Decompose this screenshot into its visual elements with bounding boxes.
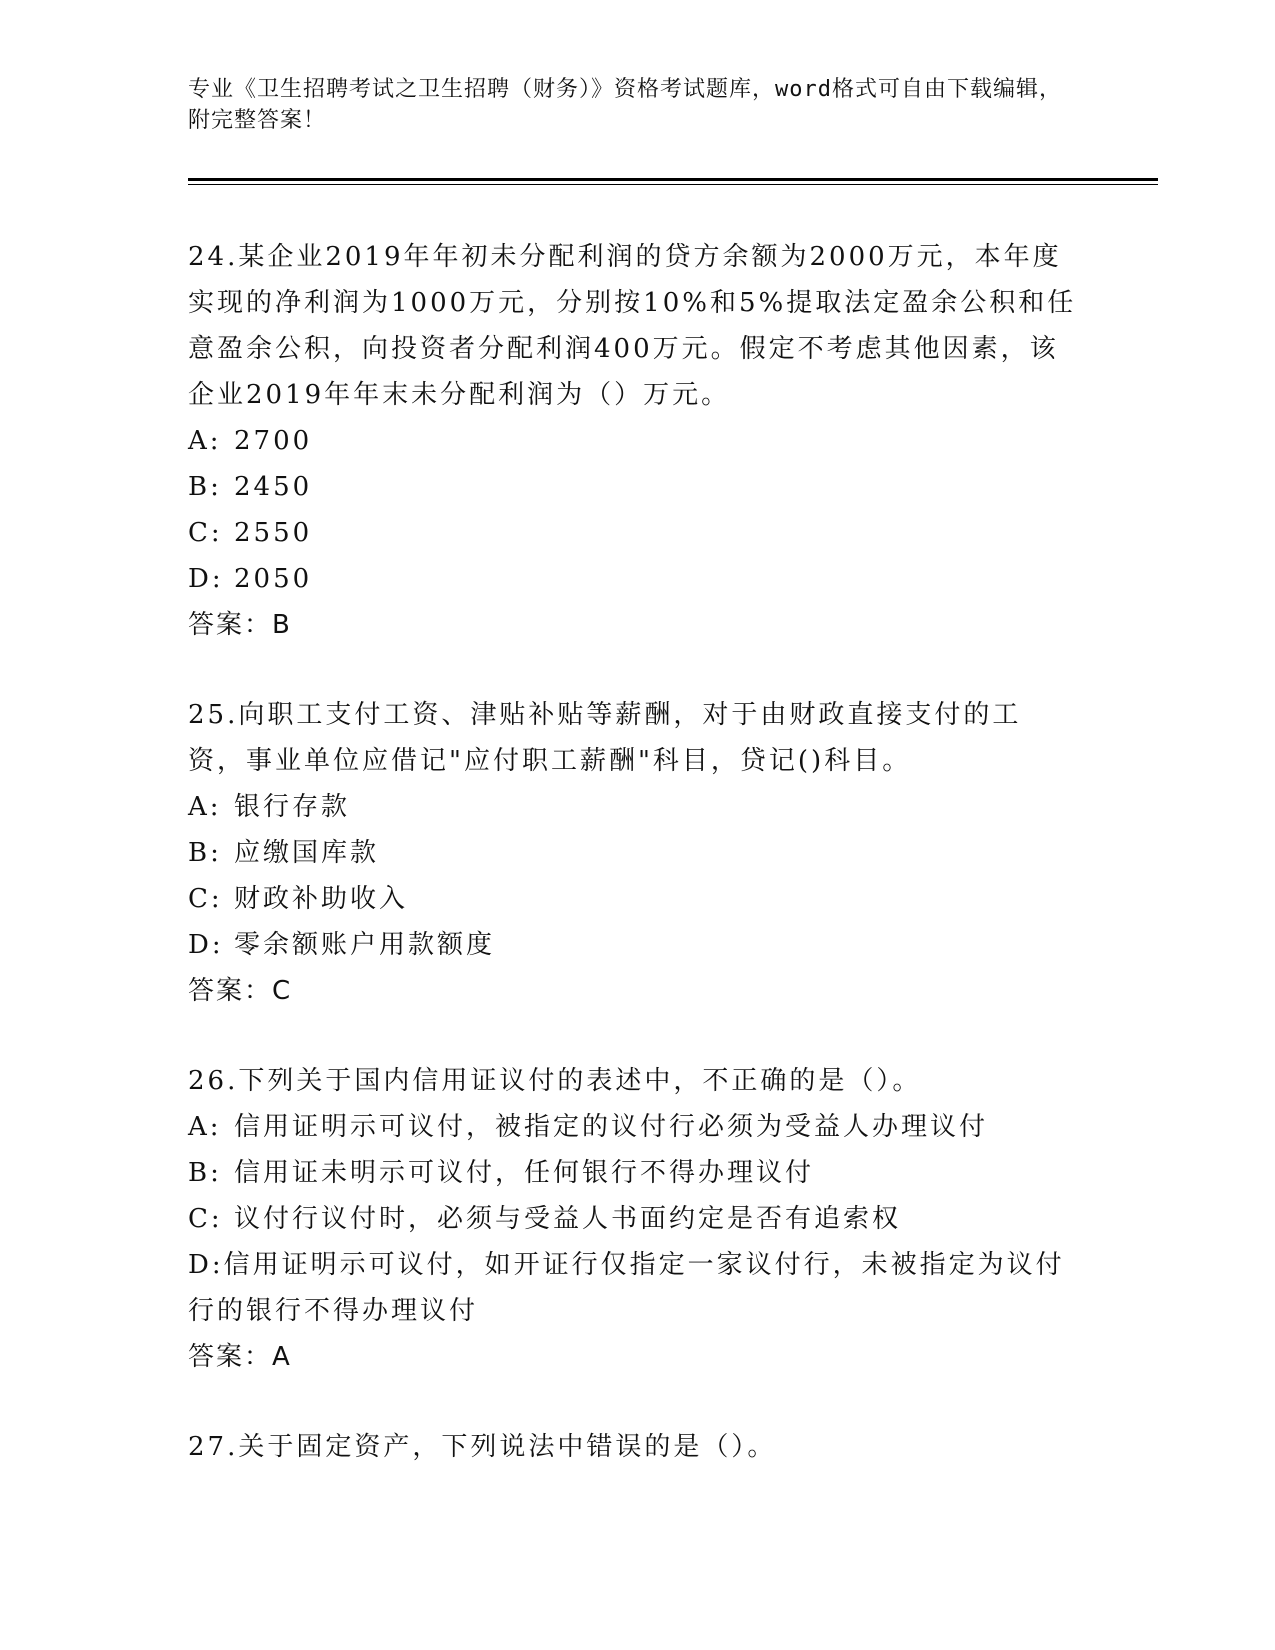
option-key: C:	[188, 518, 223, 548]
option-a	[188, 1104, 1078, 1150]
option-text: 2450	[234, 472, 313, 502]
option-b	[188, 830, 1078, 876]
option-key: B:	[188, 1158, 222, 1188]
option-c	[188, 510, 1078, 556]
question-stem: 26.下列关于国内信用证议付的表述中，不正确的是（）。	[188, 1066, 922, 1096]
option-c	[188, 1196, 1078, 1242]
option-d	[188, 1242, 1078, 1334]
option-text: 信用证未明示可议付，任何银行不得办理议付	[234, 1158, 815, 1188]
question-27	[188, 1424, 1078, 1470]
option-b	[188, 464, 1078, 510]
option-key: C:	[188, 884, 223, 914]
option-key: A:	[188, 792, 222, 822]
option-text: 应缴国库款	[234, 838, 380, 868]
answer-line: 答案：B	[188, 610, 292, 640]
option-text: 信用证明示可议付，被指定的议付行必须为受益人办理议付	[234, 1112, 989, 1142]
option-text: 2700	[234, 426, 313, 456]
option-key: D:	[188, 1250, 224, 1280]
answer-line: 答案：C	[188, 976, 293, 1006]
option-text: 财政补助收入	[234, 884, 409, 914]
question-stem: 27.关于固定资产，下列说法中错误的是（）。	[188, 1432, 777, 1462]
header-divider-thin	[188, 184, 1158, 185]
option-d	[188, 922, 1078, 968]
question-stem: 24.某企业2019年年初未分配利润的贷方余额为2000万元，本年度实现的净利润为1000万元，分别按10%和5%提取法定盈余公积和任意盈余公积，向投资者分配利润400万元。假定不考虑其他因素，该企业2019年年末未分配利润为（）万元。	[188, 242, 1077, 410]
question-26	[188, 1058, 1078, 1380]
option-text: 银行存款	[234, 792, 351, 822]
option-key: D:	[188, 564, 224, 594]
document-intro: 专业《卫生招聘考试之卫生招聘（财务）》资格考试题库，word格式可自由下载编辑，附完整答案！	[188, 77, 1062, 133]
question-stem: 25.向职工支付工资、津贴补贴等薪酬，对于由财政直接支付的工资，事业单位应借记"应付职工薪酬"科目，贷记()科目。	[188, 700, 1022, 776]
option-text: 议付行议付时，必须与受益人书面约定是否有追索权	[234, 1204, 902, 1234]
option-key: D:	[188, 930, 224, 960]
question-24	[188, 234, 1078, 648]
question-25	[188, 692, 1078, 1014]
option-key: A:	[188, 426, 222, 456]
option-text: 零余额账户用款额度	[234, 930, 496, 960]
header-divider-thick	[188, 178, 1158, 181]
option-key: C:	[188, 1204, 223, 1234]
option-a	[188, 784, 1078, 830]
option-key: B:	[188, 472, 222, 502]
option-b	[188, 1150, 1078, 1196]
answer-line: 答案：A	[188, 1342, 292, 1372]
option-a	[188, 418, 1078, 464]
option-d	[188, 556, 1078, 602]
option-text: 信用证明示可议付，如开证行仅指定一家议付行，未被指定为议付行的银行不得办理议付	[188, 1250, 1065, 1326]
option-c	[188, 876, 1078, 922]
option-key: A:	[188, 1112, 222, 1142]
option-text: 2050	[234, 564, 313, 594]
option-text: 2550	[234, 518, 313, 548]
option-key: B:	[188, 838, 222, 868]
